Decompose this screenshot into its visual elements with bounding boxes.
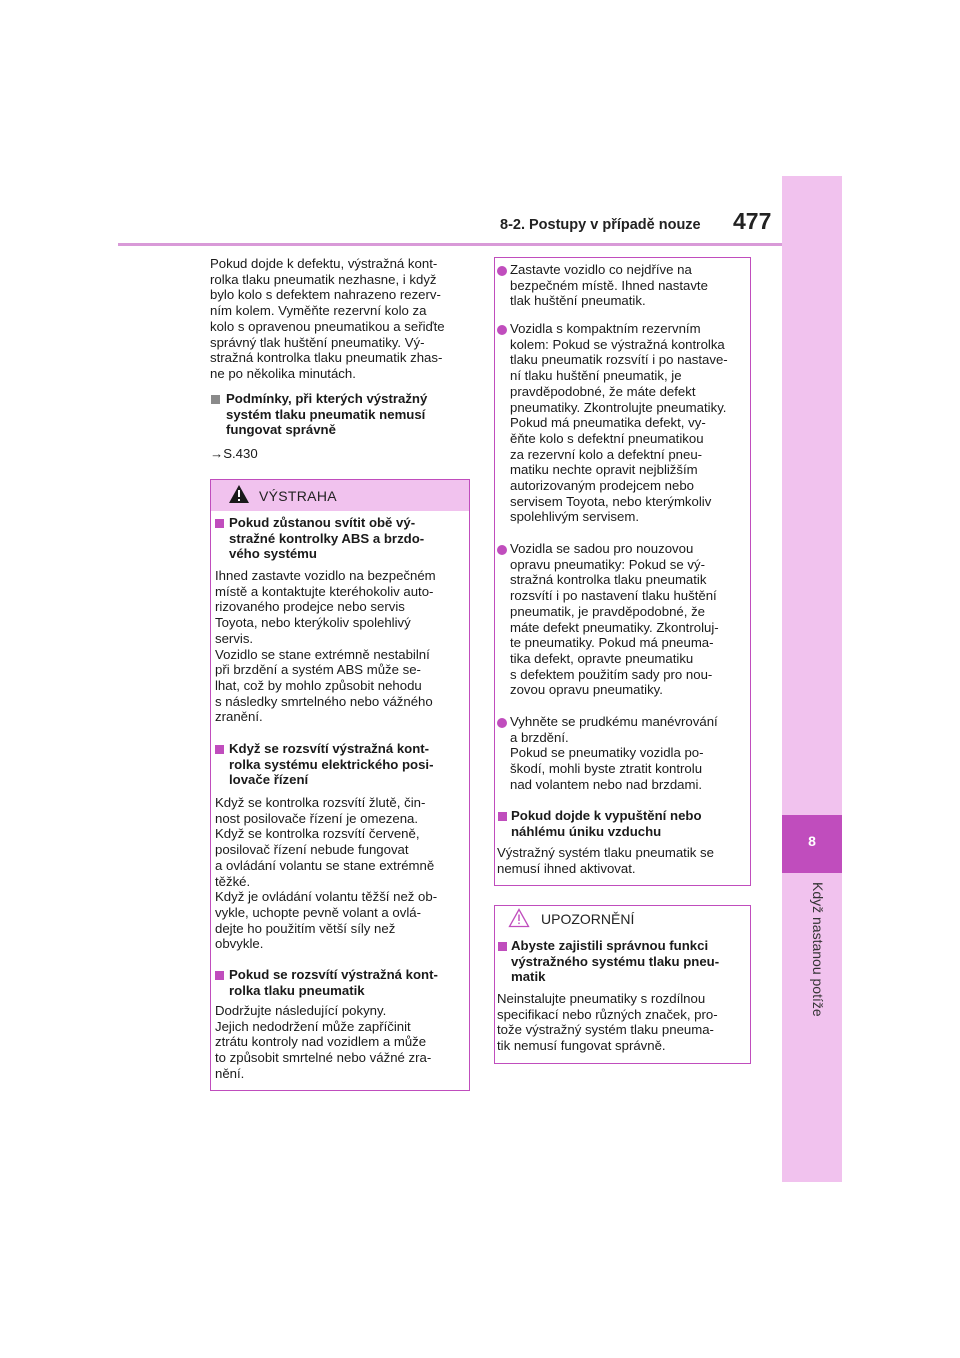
heading-bullet (498, 812, 507, 821)
list-item: Vozidla se sadou pro nouzovou opravu pneumatiky: Pokud se vý- stražná kontrolka tlaku pneumatik rozsvítí i po nastavení tlaku huštění pneumatik, je pravděpodobné, že máte defekt pneumatiky. Zkontroluj- te pneumatiky. Pokud má pneuma- tika defekt, opravte pneumatiku s defektem použitím sady pro nou- zovou opravu pneumatiky. (510, 541, 719, 698)
conditions-heading: Podmínky, při kterých výstražný systém tlaku pneumatik nemusí fungovat správně (226, 391, 428, 438)
list-bullet (497, 325, 507, 335)
chapter-number: 8 (808, 833, 816, 849)
caution-text: Neinstalujte pneumatiky s rozdílnou specifikací nebo různých značek, pro- tože výstražný systém tlaku pneuma- tik nemusí fungovat správně. (497, 991, 718, 1054)
warning-item-heading: Pokud se rozsvítí výstražná kont- rolka tlaku pneumatik (229, 967, 438, 998)
page-number: 477 (733, 208, 772, 234)
warning-item-bullet (215, 519, 224, 528)
chapter-side-tab (782, 176, 842, 1182)
warning-item-text: Dodržujte následující pokyny. Jejich nedodržení může zapříčinit ztrátu kontroly nad vozidlem a může to způsobit smrtelné nebo vážné zra- nění. (215, 1003, 432, 1081)
page-reference: →S.430 (210, 446, 258, 461)
warning-item-heading: Když se rozsvítí výstražná kont- rolka systému elektrického posi- lovače řízení (229, 741, 434, 788)
list-item: Zastavte vozidlo co nejdříve na bezpečném místě. Ihned nastavte tlak huštění pneumatik. (510, 262, 708, 309)
header-rule (118, 243, 782, 246)
caution-title: UPOZORNĚNÍ (541, 911, 635, 927)
caution-triangle-icon (508, 908, 530, 928)
section-title: 8-2. Postupy v případě nouze (500, 217, 701, 233)
intro-paragraph: Pokud dojde k defektu, výstražná kont- rolka tlaku pneumatik nezhasne, i když bylo kolo s defektem nahrazeno rezerv- ním kolem. Vyměňte rezervní kolo za kolo s opravenou pneumatikou a seřiďte správný tlak huštění pneumatiky. Vý- stražná kontrolka tlaku pneumatik zhas- ne po několika minutách. (210, 256, 445, 381)
warning-item-heading: Pokud zůstanou svítit obě vý- stražné kontrolky ABS a brzdo- vého systému (229, 515, 425, 562)
chapter-title: Když nastanou potíže (810, 882, 826, 1017)
caution-item-bullet (498, 942, 507, 951)
list-bullet (497, 266, 507, 276)
heading-bullet (211, 395, 220, 404)
air-loss-heading: Pokud dojde k vypuštění nebo náhlému úniku vzduchu (511, 808, 702, 839)
warning-item-bullet (215, 971, 224, 980)
list-bullet (497, 545, 507, 555)
list-bullet (497, 718, 507, 728)
warning-triangle-icon (228, 484, 250, 504)
caution-heading: Abyste zajistili správnou funkci výstražného systému tlaku pneu- matik (511, 938, 720, 985)
warning-item-text: Ihned zastavte vozidlo na bezpečném místě a kontaktujte kteréhokoliv auto- rizovaného prodejce nebo servis Toyota, nebo kterýkoliv spolehlivý servis. Vozidlo se stane extrémně nestabilní při brzdění a systém ABS může se- lhat, což by mohlo způsobit nehodu s následky smrtelného nebo vážného zranění. (215, 568, 436, 725)
warning-item-bullet (215, 745, 224, 754)
warning-item-text: Když se kontrolka rozsvítí žlutě, čin- nost posilovače řízení je omezena. Když se kontrolka rozsvítí červeně, posilovač řízení nebude fungovat a ovládání volantu se stane extrémně těžké. Když je ovládání volantu těžší než ob- vykle, uchopte pevně volant a ovlá- dejte ho použitím větší síly než obvykle. (215, 795, 438, 952)
list-item: Vyhněte se prudkému manévrování a brzdění. Pokud se pneumatiky vozidla po- škodí, mohli byste ztratit kontrolu nad volantem nebo nad brzdami. (510, 714, 718, 792)
air-loss-text: Výstražný systém tlaku pneumatik se nemusí ihned aktivovat. (497, 845, 714, 876)
list-item: Vozidla s kompaktním rezervním kolem: Pokud se výstražná kontrolka tlaku pneumatik rozsvítí i po nastave- ní tlaku huštění pneumatik, je pravděpodobné, že máte defekt pneumatiky. Zkontrolujte pneumatiky. Pokud má pneumatika defekt, vy- ěňte kolo s defektní pneumatikou za rezervní kolo a defektní pneu- matiku nechte opravit nejbližším autorizovaným prodejcem nebo servisem Toyota, nebo kterýmkoliv spolehlivým servisem. (510, 321, 728, 525)
warning-title: VÝSTRAHA (259, 488, 337, 504)
